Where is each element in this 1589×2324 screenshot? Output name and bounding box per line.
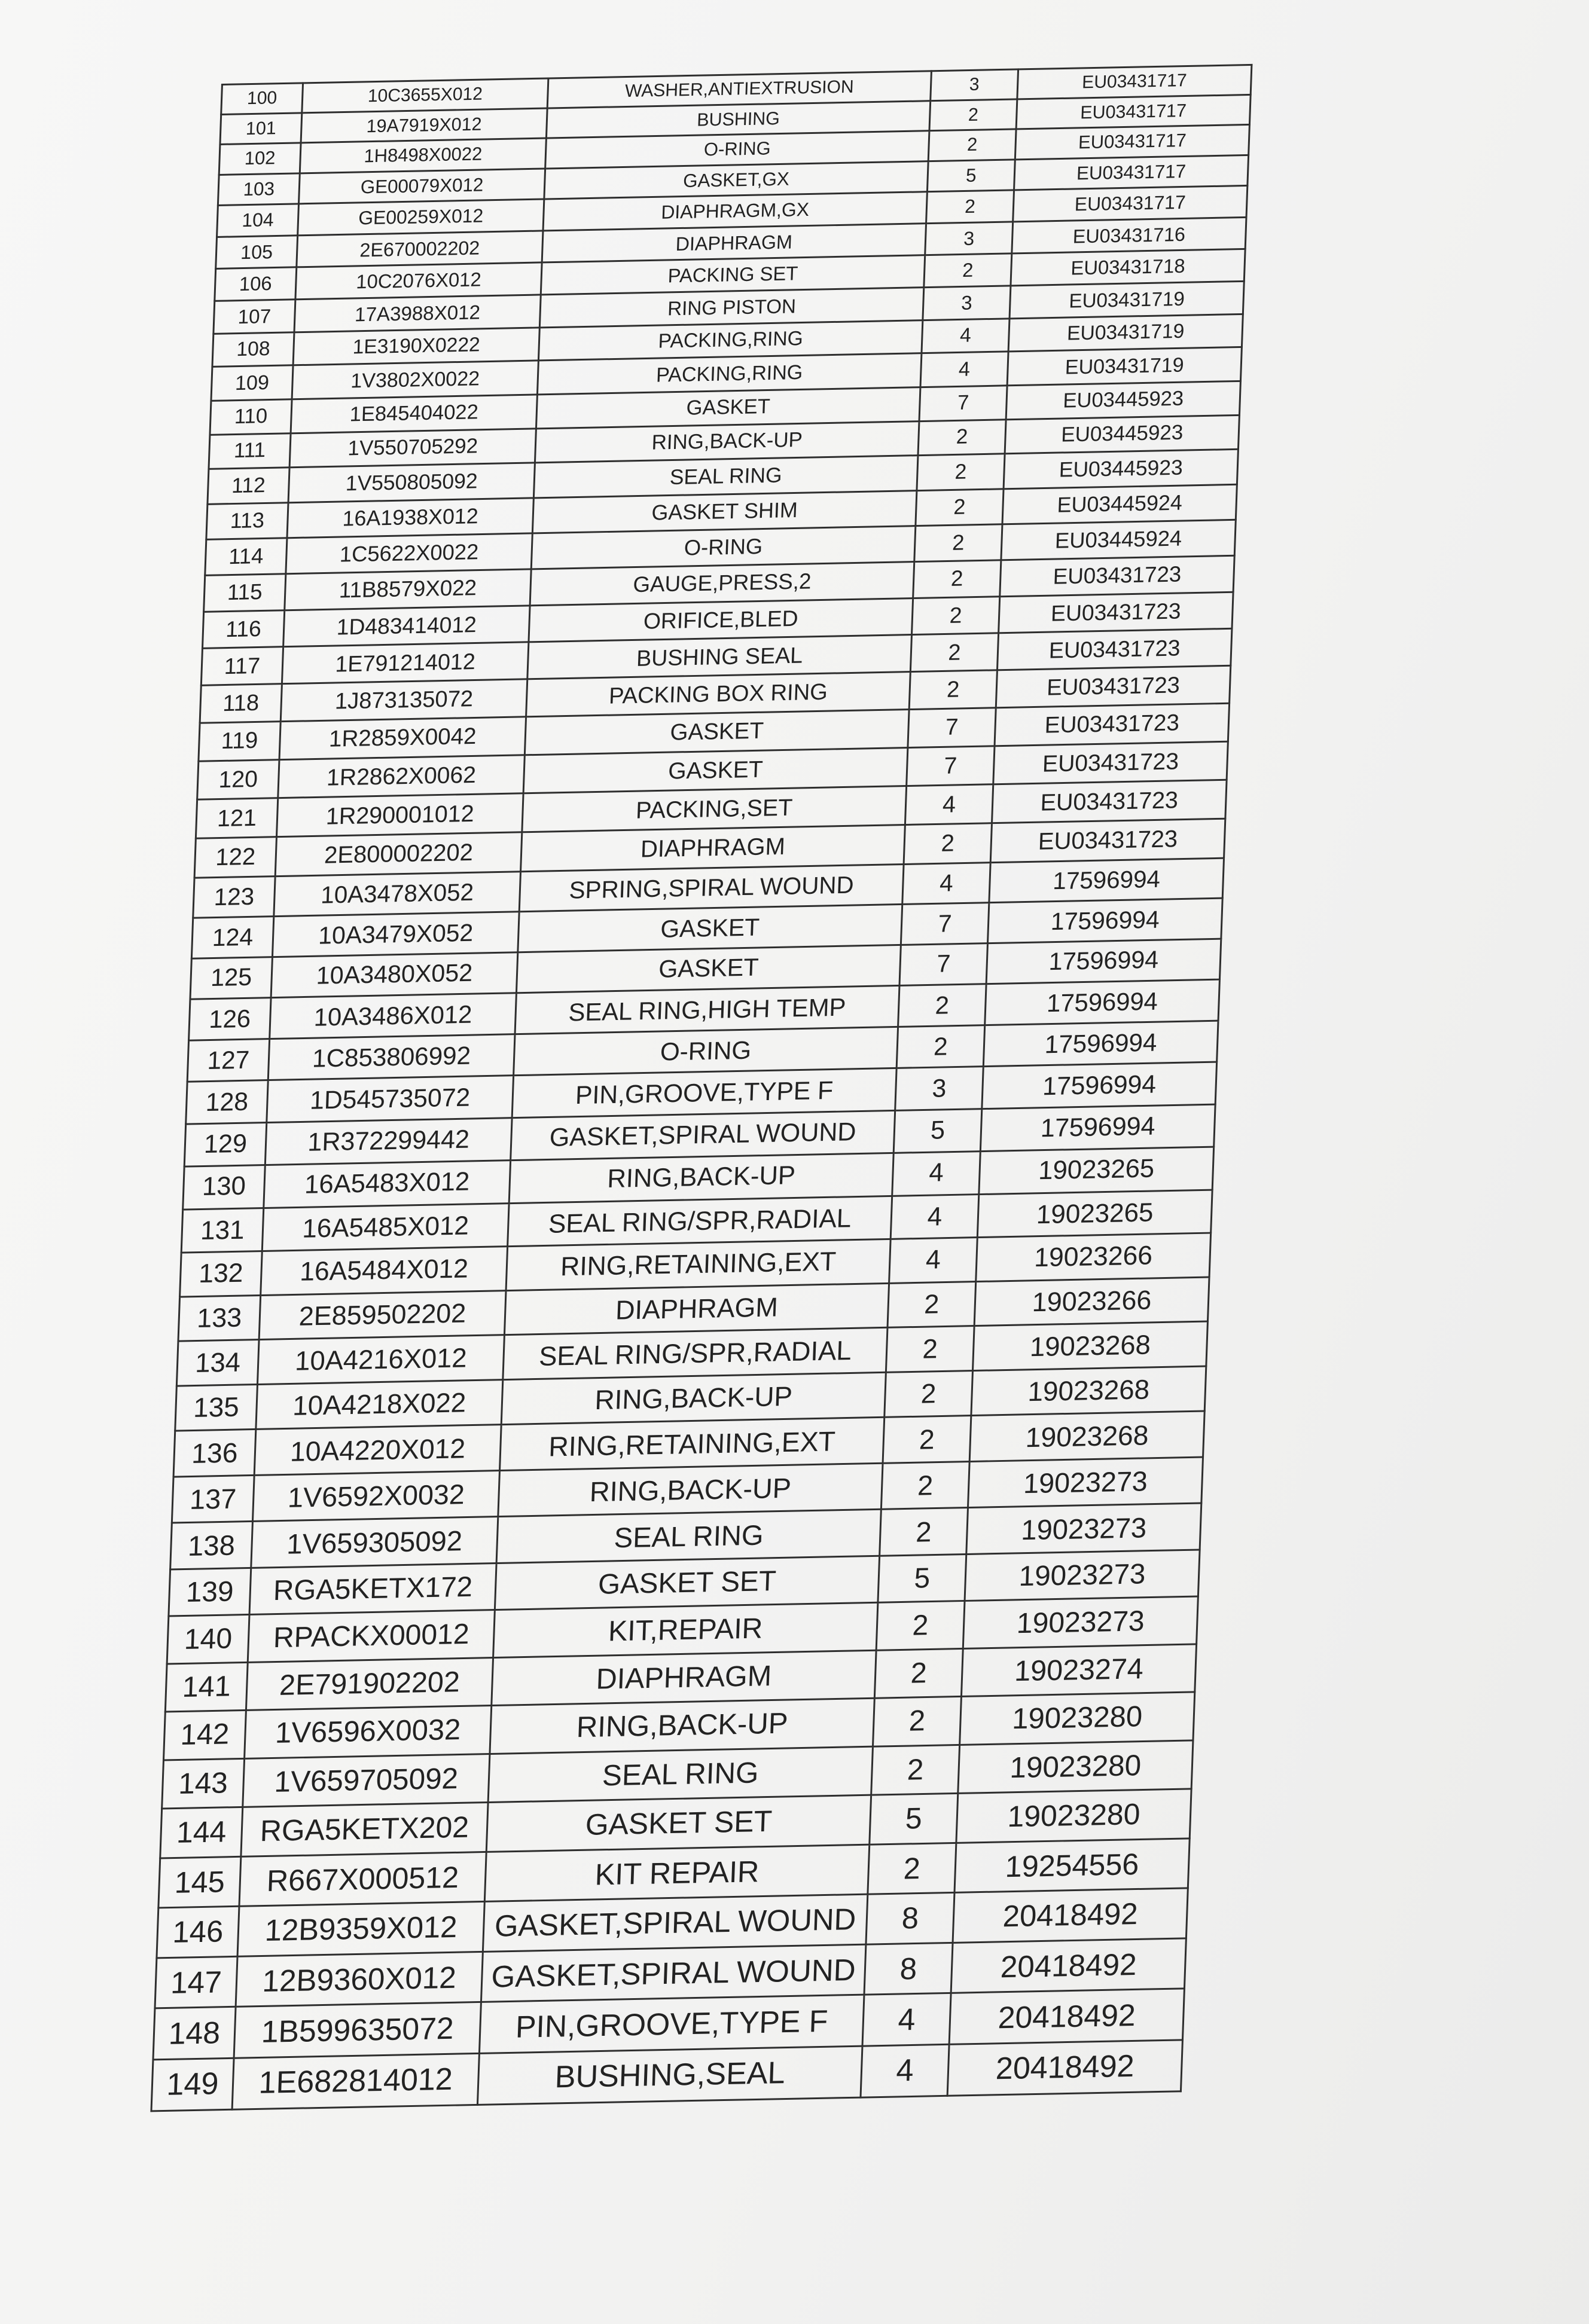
description-cell: RING,BACK-UP (535, 421, 919, 463)
row-number-cell: 139 (169, 1568, 251, 1616)
description-cell: SEAL RING/SPR,RADIAL (508, 1196, 892, 1247)
part-number-cell: 1R2859X0042 (279, 717, 526, 760)
row-number-cell: 124 (191, 917, 273, 958)
row-number-cell: 101 (220, 112, 302, 144)
quantity-cell: 2 (904, 823, 992, 865)
part-number-cell: 16A1938X012 (287, 498, 533, 538)
part-number-cell: 1V659305092 (251, 1516, 498, 1568)
quantity-cell: 2 (914, 524, 1002, 562)
row-number-cell: 149 (151, 2058, 234, 2111)
row-number-cell: 132 (180, 1251, 263, 1297)
quantity-cell: 2 (929, 99, 1017, 130)
quantity-cell: 4 (920, 352, 1008, 387)
parts-table-body (151, 65, 1252, 2111)
description-cell: RING,RETAINING,EXT (500, 1418, 885, 1471)
row-number-cell: 114 (205, 538, 287, 576)
row-number-cell: 135 (175, 1384, 258, 1431)
description-cell: GASKET SHIM (532, 490, 917, 533)
reference-number-cell: 20418492 (951, 1938, 1186, 1993)
reference-number-cell: 19254556 (954, 1839, 1190, 1893)
row-number-cell: 108 (212, 332, 294, 367)
part-number-cell: 10A4218X022 (256, 1379, 503, 1429)
description-cell: GASKET (536, 387, 920, 428)
quantity-cell: 7 (899, 943, 988, 985)
part-number-cell: 1R290001012 (276, 793, 523, 837)
description-cell: GASKET,SPIRAL WOUND (483, 1894, 867, 1952)
quantity-cell: 2 (928, 129, 1016, 161)
quantity-cell: 4 (902, 863, 990, 904)
reference-number-cell: EU03445924 (1001, 520, 1236, 560)
row-number-cell: 128 (186, 1080, 269, 1124)
row-number-cell: 100 (221, 83, 303, 114)
quantity-cell: 2 (918, 419, 1006, 455)
part-number-cell: 10A3486X012 (270, 992, 517, 1039)
row-number-cell: 121 (196, 798, 277, 839)
part-number-cell: 1V6596X0032 (245, 1705, 492, 1758)
reference-number-cell: EU03431718 (1011, 249, 1245, 286)
part-number-cell: 1B599635072 (234, 2002, 481, 2058)
quantity-cell: 2 (898, 984, 987, 1027)
reference-number-cell: EU03431723 (995, 703, 1230, 746)
quantity-cell: 2 (909, 670, 997, 710)
row-number-cell: 131 (181, 1208, 264, 1253)
description-cell: O-RING (531, 526, 916, 569)
quantity-cell: 5 (927, 160, 1015, 193)
row-number-cell: 142 (163, 1710, 246, 1760)
reference-number-cell: EU03431717 (1015, 124, 1249, 159)
reference-number-cell: 17596994 (986, 939, 1221, 984)
quantity-cell: 3 (925, 222, 1013, 255)
description-cell: SEAL RING (496, 1509, 881, 1563)
part-number-cell: 1R2862X0062 (278, 755, 525, 798)
row-number-cell: 115 (204, 574, 286, 612)
description-cell: RING PISTON (539, 288, 923, 328)
quantity-cell: 4 (890, 1194, 979, 1239)
row-number-cell: 137 (172, 1475, 254, 1523)
part-number-cell: 17A3988X012 (294, 295, 541, 332)
part-number-cell: 1R372299442 (265, 1117, 512, 1165)
description-cell: RING,BACK-UP (509, 1153, 893, 1203)
description-cell: GASKET (523, 747, 908, 793)
description-cell: DIAPHRAGM (504, 1283, 889, 1334)
quantity-cell: 8 (864, 1943, 953, 1995)
description-cell: GAUGE,PRESS,2 (530, 561, 914, 605)
description-cell: BUSHING (546, 100, 930, 138)
description-cell: SEAL RING/SPR,RADIAL (503, 1327, 887, 1379)
description-cell: BUSHING,SEAL (477, 2046, 862, 2105)
reference-number-cell: EU03431717 (1013, 186, 1248, 222)
row-number-cell: 117 (201, 647, 283, 686)
reference-number-cell: EU03431723 (990, 819, 1225, 863)
description-cell: PIN,GROOVE,TYPE F (512, 1068, 896, 1118)
quantity-cell: 2 (910, 633, 998, 672)
part-number-cell: 1C853806992 (268, 1034, 515, 1080)
part-number-cell: 12B9360X012 (236, 1952, 483, 2007)
part-number-cell: 10A3479X052 (272, 912, 519, 957)
row-number-cell: 122 (194, 837, 276, 878)
reference-number-cell: 19023280 (958, 1740, 1193, 1794)
quantity-cell: 2 (917, 454, 1005, 490)
description-cell: DIAPHRAGM (521, 825, 905, 872)
row-number-cell: 129 (184, 1122, 267, 1166)
quantity-cell: 8 (866, 1892, 954, 1944)
description-cell: GASKET (518, 905, 902, 952)
reference-number-cell: EU03431723 (997, 628, 1232, 670)
quantity-cell: 3 (923, 286, 1011, 320)
row-number-cell: 147 (155, 1956, 237, 2008)
row-number-cell: 106 (215, 267, 297, 301)
reference-number-cell: EU03431717 (1016, 94, 1251, 129)
description-cell: SEAL RING (533, 456, 918, 498)
row-number-cell: 111 (209, 433, 291, 469)
row-number-cell: 134 (176, 1339, 259, 1385)
row-number-cell: 127 (187, 1039, 270, 1082)
part-number-cell: 2E791902202 (246, 1657, 493, 1710)
description-cell: RING,BACK-UP (490, 1698, 874, 1754)
description-cell: PACKING,RING (537, 353, 922, 394)
row-number-cell: 107 (214, 300, 295, 334)
part-number-cell: 11B8579X022 (285, 569, 531, 610)
part-number-cell: 19A7919X012 (301, 108, 547, 142)
description-cell: PACKING BOX RING (526, 672, 911, 717)
part-number-cell: 12B9359X012 (237, 1901, 484, 1956)
part-number-cell: 1D545735072 (267, 1076, 514, 1122)
reference-number-cell: EU03445924 (1002, 484, 1237, 524)
part-number-cell: 10A3480X052 (271, 952, 518, 997)
quantity-cell: 2 (916, 489, 1004, 526)
quantity-cell: 4 (892, 1151, 981, 1196)
part-number-cell: 10A3478X052 (274, 872, 521, 917)
description-cell: O-RING (514, 1027, 898, 1076)
description-cell: GASKET,GX (544, 161, 928, 199)
part-number-cell: 10C3655X012 (302, 78, 548, 112)
reference-number-cell: 17596994 (989, 859, 1224, 903)
reference-number-cell: 19023268 (973, 1321, 1208, 1370)
description-cell: BUSHING SEAL (527, 635, 912, 679)
part-number-cell: 16A5485X012 (262, 1203, 509, 1251)
description-cell: GASKET SET (495, 1556, 879, 1610)
description-cell: RING,BACK-UP (498, 1463, 883, 1516)
reference-number-cell: 17596994 (988, 898, 1223, 943)
quantity-cell: 5 (870, 1794, 958, 1844)
part-number-cell: GE00079X012 (298, 169, 545, 204)
part-number-cell: RGA5KETX172 (249, 1563, 496, 1614)
part-number-cell: 16A5483X012 (264, 1160, 511, 1208)
reference-number-cell: 19023268 (969, 1411, 1204, 1461)
quantity-cell: 3 (895, 1067, 984, 1110)
description-cell: SPRING,SPIRAL WOUND (519, 865, 904, 912)
reference-number-cell: 19023273 (968, 1457, 1203, 1508)
part-number-cell: 1J873135072 (280, 679, 527, 722)
row-number-cell: 119 (199, 722, 280, 761)
part-number-cell: 1E3190X0222 (293, 328, 539, 365)
quantity-cell: 2 (881, 1461, 969, 1509)
reference-number-cell: EU03431717 (1017, 65, 1252, 99)
row-number-cell: 123 (193, 877, 275, 918)
quantity-cell: 2 (887, 1281, 976, 1327)
part-number-cell: 1H8498X0022 (300, 138, 546, 173)
row-number-cell: 118 (200, 684, 282, 723)
row-number-cell: 110 (210, 399, 292, 435)
description-cell: GASKET (516, 945, 901, 992)
part-number-cell: 1C5622X0022 (286, 533, 532, 574)
row-number-cell: 116 (202, 610, 284, 648)
reference-number-cell: 19023273 (965, 1550, 1200, 1601)
quantity-cell: 7 (901, 903, 989, 945)
row-number-cell: 113 (206, 502, 288, 539)
reference-number-cell: EU03431723 (999, 592, 1233, 633)
quantity-cell: 4 (922, 319, 1009, 353)
reference-number-cell: 19023280 (960, 1692, 1195, 1745)
row-number-cell: 102 (219, 143, 301, 175)
reference-number-cell: 20418492 (947, 2039, 1182, 2096)
part-number-cell: 2E800002202 (275, 832, 522, 877)
row-number-cell: 105 (216, 236, 298, 269)
description-cell: DIAPHRAGM (542, 224, 926, 263)
row-number-cell: 143 (162, 1758, 245, 1809)
description-cell: O-RING (545, 130, 929, 168)
part-number-cell: 10C2076X012 (295, 262, 542, 300)
description-cell: PACKING,RING (538, 320, 922, 361)
quantity-cell: 2 (874, 1648, 963, 1698)
description-cell: RING,RETAINING,EXT (506, 1239, 890, 1291)
quantity-cell: 2 (886, 1326, 974, 1372)
quantity-cell: 2 (885, 1370, 973, 1417)
quantity-cell: 5 (893, 1108, 982, 1153)
quantity-cell: 4 (889, 1238, 978, 1283)
part-number-cell: 1V550805092 (288, 463, 535, 502)
description-cell: GASKET,SPIRAL WOUND (481, 1944, 866, 2002)
part-number-cell: 2E670002202 (297, 231, 543, 267)
description-cell: SEAL RING,HIGH TEMP (515, 985, 899, 1034)
part-number-cell: 1D483414012 (283, 605, 530, 646)
reference-number-cell: 19023280 (956, 1789, 1191, 1843)
reference-number-cell: 19023268 (971, 1366, 1206, 1416)
row-number-cell: 109 (211, 365, 293, 401)
part-number-cell: 10A4220X012 (254, 1425, 501, 1475)
part-number-cell: 1V550705292 (289, 428, 536, 468)
row-number-cell: 133 (178, 1295, 261, 1341)
reference-number-cell: EU03431719 (1008, 314, 1243, 352)
reference-number-cell: 17596994 (983, 1021, 1218, 1067)
parts-list-sheet (151, 64, 1251, 2110)
row-number-cell: 103 (218, 173, 300, 206)
reference-number-cell: 20418492 (953, 1888, 1188, 1943)
description-cell: GASKET SET (486, 1795, 871, 1852)
quantity-cell: 7 (919, 385, 1007, 421)
quantity-cell: 4 (862, 1993, 951, 2046)
reference-number-cell: 19023273 (963, 1596, 1198, 1648)
quantity-cell: 4 (905, 784, 993, 825)
quantity-cell: 3 (931, 69, 1018, 100)
reference-number-cell: 19023266 (974, 1277, 1209, 1326)
reference-number-cell: EU03431723 (993, 741, 1228, 784)
part-number-cell: 1E791214012 (282, 642, 529, 684)
description-cell: PIN,GROOVE,TYPE F (479, 1995, 864, 2053)
row-number-cell: 104 (217, 204, 299, 237)
quantity-cell: 4 (861, 2044, 949, 2097)
reference-number-cell: EU03431719 (1007, 347, 1242, 386)
reference-number-cell: 19023274 (961, 1644, 1196, 1697)
description-cell: ORIFICE,BLED (529, 598, 913, 642)
row-number-cell: 130 (183, 1165, 266, 1209)
part-number-cell: RPACKX00012 (248, 1610, 495, 1662)
row-number-cell: 141 (165, 1662, 248, 1712)
reference-number-cell: 17596994 (980, 1104, 1215, 1152)
description-cell: SEAL RING (488, 1746, 873, 1803)
reference-number-cell: 19023273 (966, 1503, 1201, 1554)
row-number-cell: 140 (167, 1615, 249, 1664)
part-number-cell: 1V3802X0022 (292, 361, 538, 399)
description-cell: WASHER,ANTIEXTRUSION (547, 71, 931, 108)
quantity-cell: 2 (868, 1843, 956, 1894)
description-cell: KIT,REPAIR (493, 1603, 878, 1658)
reference-number-cell: 19023266 (976, 1233, 1211, 1281)
row-number-cell: 125 (190, 957, 272, 999)
reference-number-cell: EU03445923 (1006, 381, 1240, 419)
part-number-cell: 1E845404022 (291, 395, 537, 433)
reference-number-cell: 20418492 (949, 1989, 1184, 2044)
quantity-cell: 2 (873, 1696, 962, 1746)
quantity-cell: 7 (907, 746, 995, 786)
row-number-cell: 136 (173, 1430, 256, 1477)
part-number-cell: RGA5KETX202 (241, 1803, 488, 1856)
reference-number-cell: EU03445923 (1005, 415, 1239, 454)
row-number-cell: 148 (153, 2007, 236, 2060)
description-cell: GASKET (524, 710, 909, 755)
reference-number-cell: EU03431716 (1012, 217, 1246, 254)
row-number-cell: 126 (189, 997, 272, 1040)
reference-number-cell: EU03445923 (1004, 450, 1238, 489)
row-number-cell: 112 (208, 468, 289, 504)
reference-number-cell: 17596994 (982, 1062, 1217, 1108)
part-number-cell: 10A4216X012 (257, 1334, 504, 1384)
quantity-cell: 2 (871, 1745, 960, 1795)
part-number-cell: 1V659705092 (243, 1754, 490, 1807)
row-number-cell: 138 (170, 1521, 253, 1569)
part-number-cell: GE00259X012 (298, 199, 544, 235)
quantity-cell: 5 (878, 1554, 966, 1602)
row-number-cell: 120 (197, 760, 279, 800)
quantity-cell: 2 (880, 1507, 968, 1556)
quantity-cell: 2 (883, 1416, 971, 1463)
part-number-cell: 1V6592X0032 (252, 1470, 499, 1521)
description-cell: DIAPHRAGM (492, 1650, 876, 1705)
part-number-cell: R667X000512 (239, 1852, 486, 1906)
quantity-cell: 2 (876, 1601, 965, 1650)
description-cell: PACKING,SET (522, 786, 907, 832)
reference-number-cell: EU03431723 (996, 666, 1231, 708)
description-cell: GASKET,SPIRAL WOUND (511, 1110, 895, 1160)
row-number-cell: 145 (158, 1856, 241, 1908)
quantity-cell: 7 (908, 708, 996, 747)
parts-table (150, 64, 1252, 2112)
quantity-cell: 2 (896, 1025, 985, 1068)
quantity-cell: 2 (912, 596, 1000, 634)
reference-number-cell: 17596994 (985, 979, 1220, 1025)
quantity-cell: 2 (924, 254, 1012, 288)
description-cell: KIT REPAIR (484, 1844, 869, 1901)
reference-number-cell: EU03431717 (1014, 155, 1249, 190)
reference-number-cell: EU03431723 (1000, 555, 1234, 596)
description-cell: DIAPHRAGM,GX (543, 192, 927, 231)
part-number-cell: 2E859502202 (259, 1290, 506, 1339)
quantity-cell: 2 (926, 190, 1014, 223)
reference-number-cell: EU03431723 (992, 780, 1227, 824)
row-number-cell: 146 (157, 1906, 239, 1957)
description-cell: RING,BACK-UP (501, 1372, 886, 1425)
reference-number-cell: 19023265 (979, 1147, 1214, 1194)
reference-number-cell: EU03431719 (1009, 282, 1244, 319)
part-number-cell: 1E682814012 (232, 2053, 479, 2109)
part-number-cell: 16A5484X012 (261, 1247, 508, 1295)
quantity-cell: 2 (913, 560, 1001, 598)
row-number-cell: 144 (160, 1807, 243, 1858)
reference-number-cell: 19023265 (977, 1190, 1212, 1238)
description-cell: PACKING SET (541, 255, 925, 295)
